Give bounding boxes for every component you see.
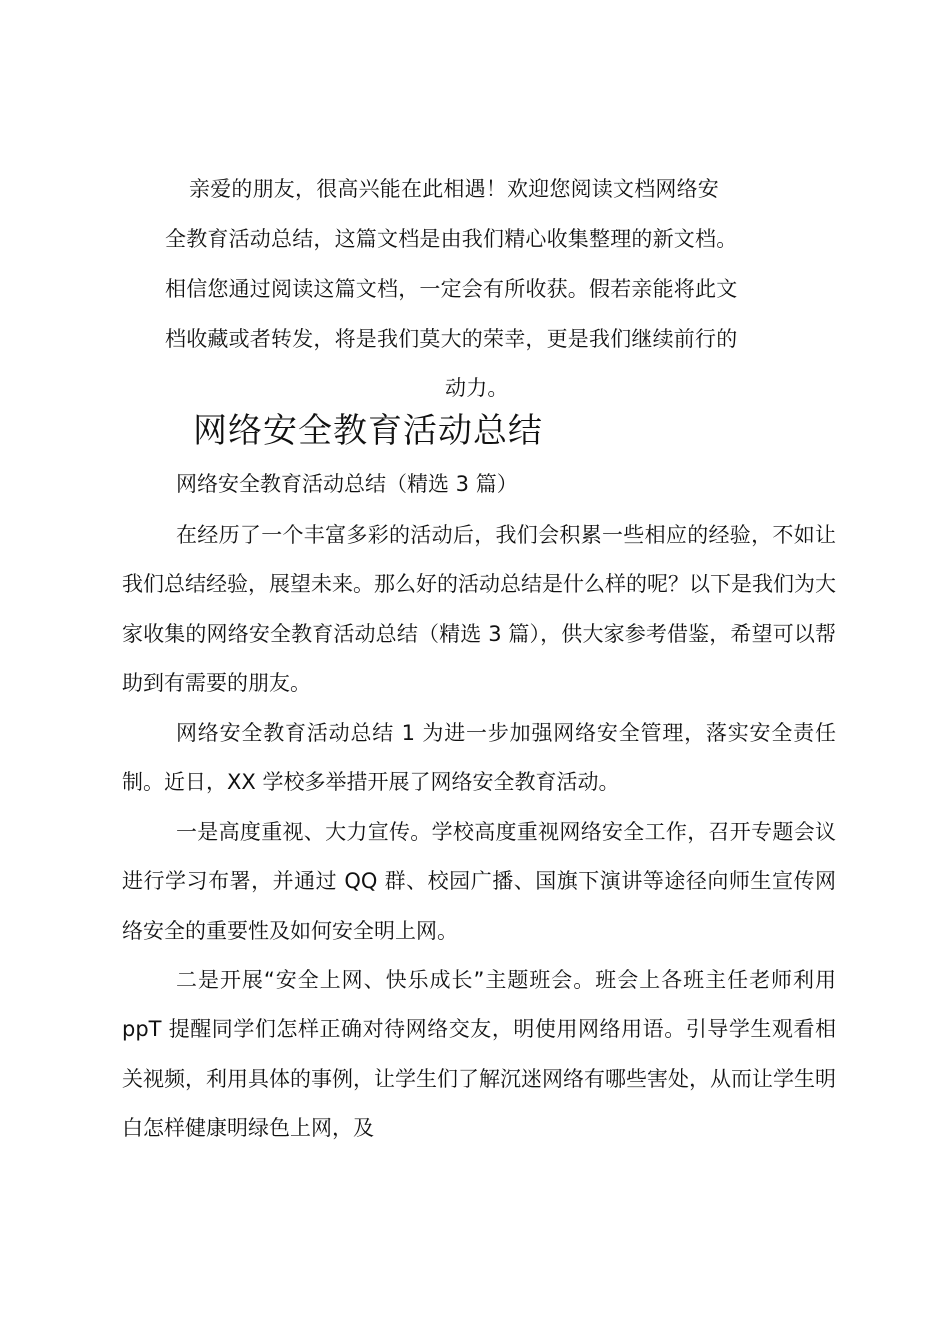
intro-line-5: 动力。 xyxy=(445,376,509,400)
intro-line-4: 档收藏或者转发，将是我们莫大的荣幸，更是我们继续前行的 xyxy=(165,327,738,351)
document-title: 网络安全教育活动总结 xyxy=(193,411,543,451)
paragraph-3: 一是高度重视、大力宣传。学校高度重视网络安全工作，召开专题会议进行学习布署，并通过 QQ 群、校园广播、国旗下演讲等途径向师生宣传网络安全的重要性及如何安全明上网。 xyxy=(122,820,836,943)
paragraph-2: 网络安全教育活动总结 1 为进一步加强网络安全管理，落实安全责任制。近日，XX 学校多举措开展了网络安全教育活动。 xyxy=(122,721,836,795)
intro-line-1: 亲爱的朋友，很高兴能在此相遇！欢迎您阅读文档网络安 xyxy=(189,177,719,201)
intro-line-2: 全教育活动总结，这篇文档是由我们精心收集整理的新文档。 xyxy=(165,227,738,251)
paragraph-4: 二是开展“安全上网、快乐成长”主题班会。班会上各班主任老师利用 ppT 提醒同学们怎样正确对待网络交友，明使用网络用语。引导学生观看相关视频，利用具体的事例，让学生们了解沉迷网络有哪些害处，从而让学生明白怎样健康明绿色上网，及 xyxy=(122,968,836,1140)
paragraph-1: 在经历了一个丰富多彩的活动后，我们会积累一些相应的经验，不如让我们总结经验，展望未来。那么好的活动总结是什么样的呢？以下是我们为大家收集的网络安全教育活动总结（精选 3 篇），供大家参考借鉴，希望可以帮助到有需要的朋友。 xyxy=(122,523,836,695)
document-subtitle: 网络安全教育活动总结（精选 3 篇） xyxy=(176,472,518,496)
intro-line-3: 相信您通过阅读这篇文档，一定会有所收获。假若亲能将此文 xyxy=(165,277,738,301)
